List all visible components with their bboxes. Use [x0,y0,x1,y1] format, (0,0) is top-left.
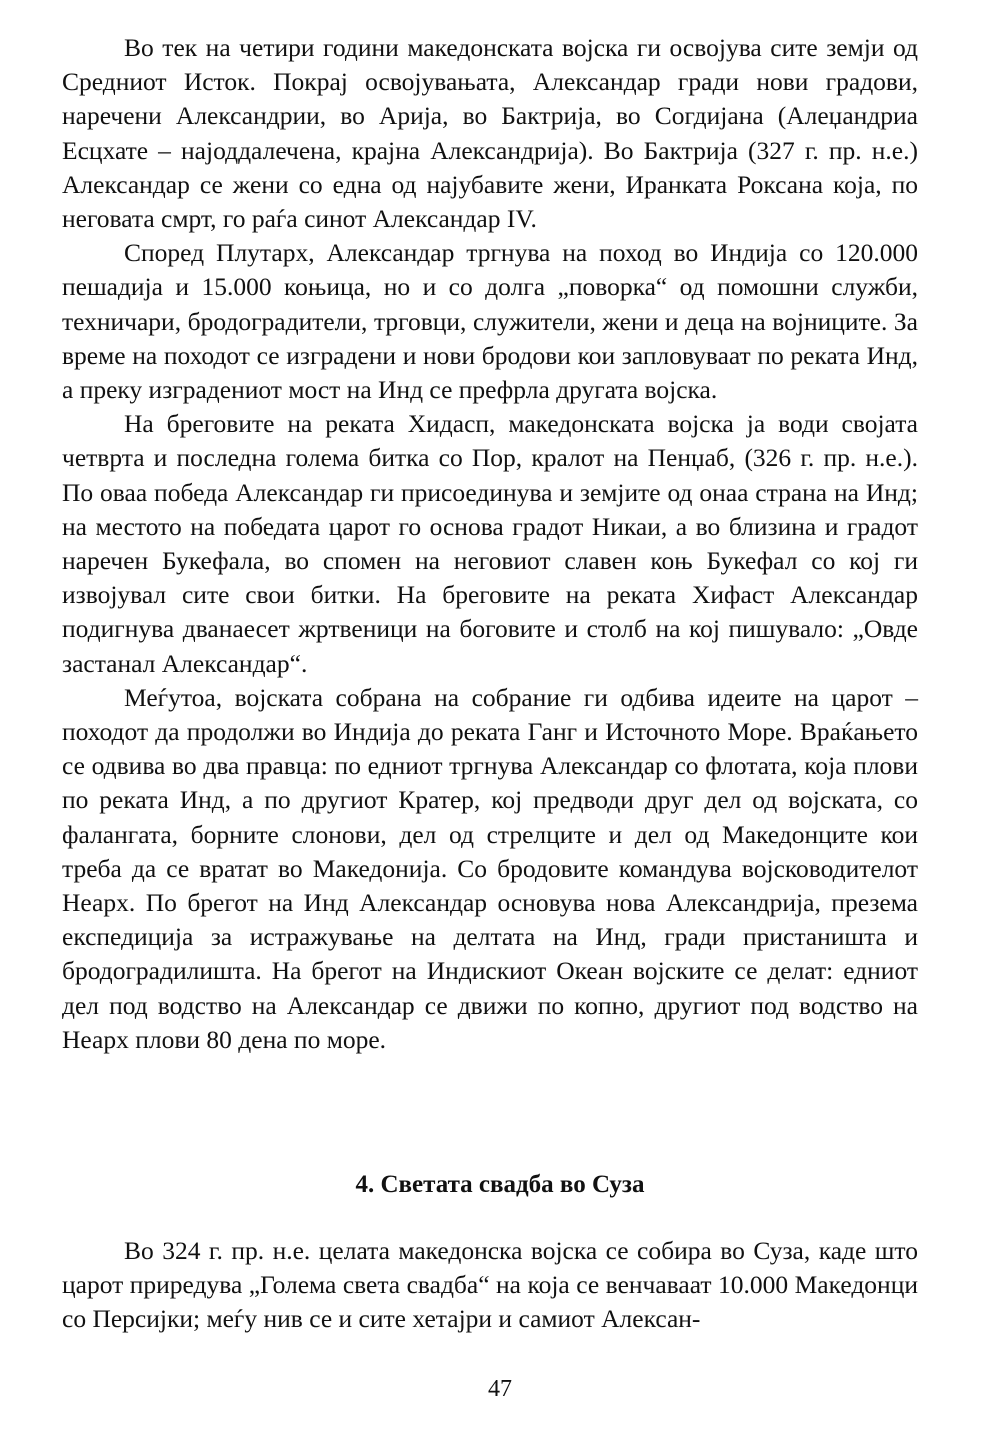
section-heading: 4. Светата свадба во Суза [355,1171,645,1198]
paragraph-susa-wedding: Во 324 г. пр. н.е. целата македонска војска се собира во Суза, каде што царот приредува „Голема света свадба“ на која се венчаваат 10.000 Македонци со Персијки; меѓу нив се и сите хетајри и самиот Алексан- [62,1236,918,1334]
paragraph-return-journey: Меѓутоа, војската собрана на собрание ги одбива идеите на царот – походот да продолжи во Индија до реката Ганг и Источното Море. Враќањето се одвива во два правца: по едниот тргнува Александар со флотата, која плови по реката Инд, а по другиот Кратер, кој предводи друг дел од војската, со фалангата, борните слонови, дел од стрелците и дел од Македонците кои треба да се вратат во Македонија. Со бродовите командува војсководителот Неарх. По брегот на Инд Александар основува нова Александрија, презема експедиција за истражување на делтата на Инд, гради пристаништа и бродоградилишта. На брегот на Индискиот Океан војските се делат: едниот дел под водство на Александар се движи по копно, другиот под водство на Неарх плови 80 дена по море. [62,682,918,1054]
body-text-bottom [62,1234,918,1337]
paragraph-india-campaign: Според Плутарх, Александар тргнува на поход во Индија со 120.000 пешадија и 15.000 коњица, но и со долга „поворка“ од помошни служби, техничари, бродоградители, трговци, служители, жени и деца на војниците. За време на походот се изградени и нови бродови кои запловуваат по реката Инд, а преку изградениот мост на Инд се префрла другата војска. [62,238,918,405]
paragraph-hydaspes-battle: На бреговите на реката Хидасп, македонската војска ја води својата четврта и последна голема битка со Пор, кралот на Пенџаб, (326 г. пр. н.е.). По оваа победа Александар ги присоединува и земјите од онаа страна на Инд; на местото на победата царот го основа градот Никаи, а во близина и градот наречен Букефала, во спомен на неговиот славен коњ Букефал со кој ги извојувал сите свои битки. На бреговите на реката Хифаст Александар подигнува дванаесет жртвеници на боговите и столб на кој пишувало: „Овде застанал Александар“. [62,409,918,678]
page-number: 47 [488,1376,512,1402]
paragraph-conquests: Во тек на четири години македонската војска ги освојува сите земји од Средниот Исток. Покрај освојувањата, Александар гради нови градови, наречени Александрии, во Арија, во Бактрија, во Согдијана (Алеџандриа Есцхате – најоддалечена, крајна Александрија). Во Бактрија (327 г. пр. н.е.) Александар се жени со една од најубавите жени, Иранката Роксана која, по неговата смрт, го раѓа синот Александар IV. [62,33,918,234]
body-text-top [62,31,918,1057]
